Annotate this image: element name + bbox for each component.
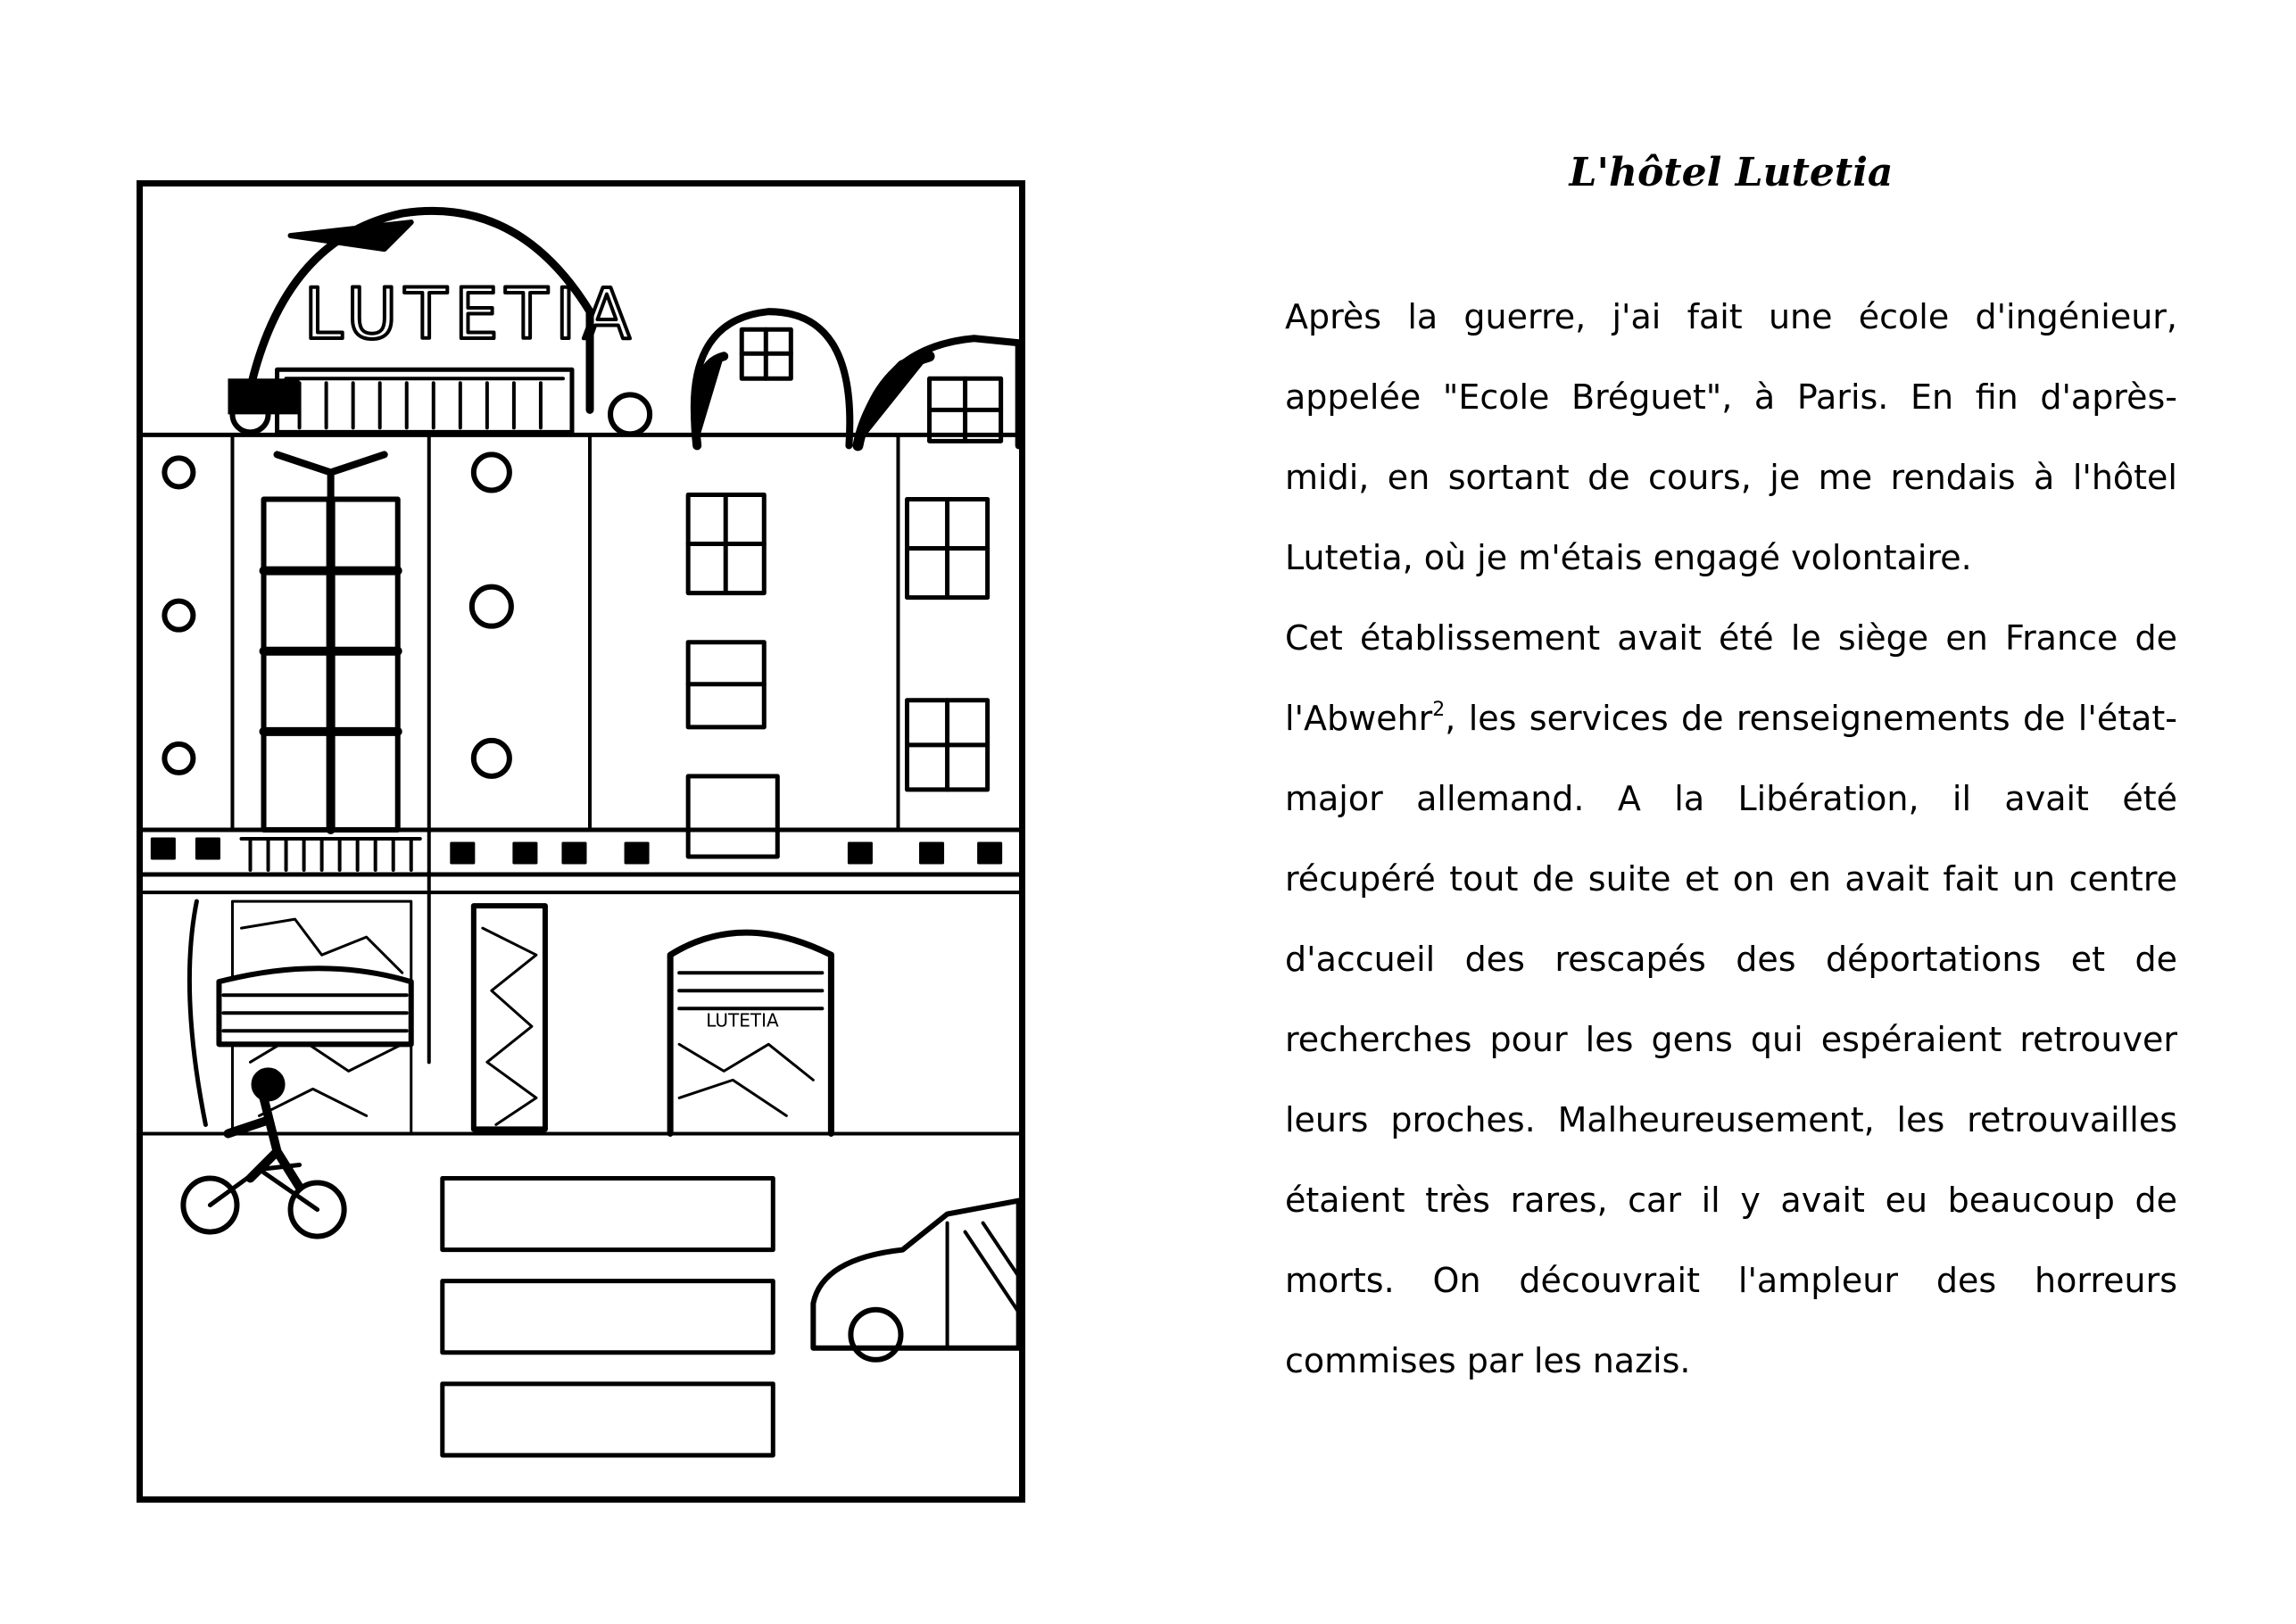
car <box>813 1201 1018 1348</box>
paragraph-2 <box>1285 598 2177 1401</box>
paragraph-1: Après la guerre, j'ai fait une école d'ingénieur, appelée "Ecole Bréguet", à Paris. En fin d'après-midi, en sortant de cours, je me rendais à l'hôtel Lutetia, où je m'étais engagé volontaire. <box>1285 297 2177 577</box>
awning-sign: LUTETIA <box>706 1009 779 1032</box>
footnote-ref: 2 <box>1432 699 1446 721</box>
hotel-sign: LUTETIA <box>303 275 638 356</box>
hotel-lutetia-drawing <box>137 180 1025 1503</box>
paragraph-2-part-2: , les services de renseignements de l'état-major allemand. A la Libération, il avait été récupéré tout de suite et on en avait fait un centre d'accueil des rescapés des déportations et de recherches pour les gens qui espéraient retrouver leurs proches. Malheureusement, les retrouvailles étaient très rares, car il y avait eu beaucoup de morts. On découvrait l'ampleur des horreurs commises par les nazis. <box>1285 699 2177 1380</box>
cyclist-head <box>254 1070 283 1098</box>
body-text <box>1285 277 2177 1401</box>
page-title: L'hôtel Lutetia <box>1569 150 1894 195</box>
paragraph-2-part-1: Cet établissement avait été le siège en France de l'Abwehr <box>1285 618 2177 738</box>
